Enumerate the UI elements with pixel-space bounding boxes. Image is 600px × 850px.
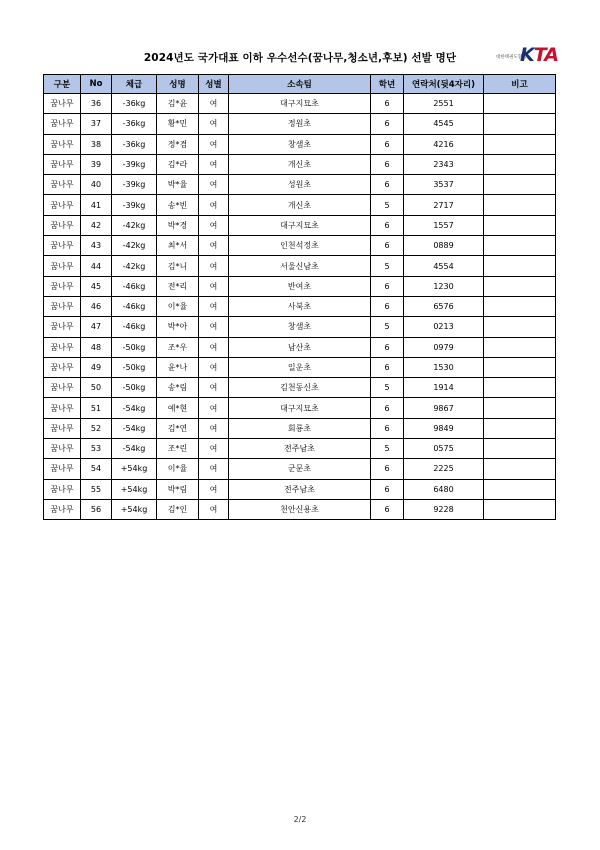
cell-category: 꿈나무: [44, 459, 81, 479]
cell-name: 박*아: [157, 317, 199, 337]
column-header-category: 구분: [44, 75, 81, 94]
cell-remarks: [484, 418, 556, 438]
table-body: [44, 94, 556, 520]
table-row: [44, 236, 556, 256]
cell-name: 최*서: [157, 236, 199, 256]
cell-contact: 4216: [404, 134, 484, 154]
cell-name: 윤*나: [157, 357, 199, 377]
cell-name: 조*우: [157, 337, 199, 357]
cell-no: 37: [81, 114, 112, 134]
cell-gender: 여: [199, 357, 229, 377]
cell-contact: 0575: [404, 439, 484, 459]
cell-grade: 6: [371, 134, 404, 154]
table-row: [44, 215, 556, 235]
cell-remarks: [484, 175, 556, 195]
cell-no: 55: [81, 479, 112, 499]
table-row: [44, 499, 556, 519]
cell-gender: 여: [199, 479, 229, 499]
page-number: 2/2: [293, 815, 307, 824]
cell-gender: 여: [199, 94, 229, 114]
cell-name: 김*윤: [157, 94, 199, 114]
cell-name: 박*경: [157, 215, 199, 235]
table-header: [44, 75, 556, 94]
cell-contact: 1557: [404, 215, 484, 235]
cell-no: 38: [81, 134, 112, 154]
cell-weight-class: -36kg: [112, 114, 157, 134]
table-row: [44, 479, 556, 499]
cell-name: 이*율: [157, 459, 199, 479]
cell-name: 박*율: [157, 175, 199, 195]
cell-name: 김*연: [157, 418, 199, 438]
cell-team: 인천석정초: [229, 236, 371, 256]
table-row: [44, 154, 556, 174]
cell-contact: 2551: [404, 94, 484, 114]
cell-category: 꿈나무: [44, 479, 81, 499]
cell-team: 대구지묘초: [229, 94, 371, 114]
table-row: [44, 256, 556, 276]
cell-grade: 6: [371, 499, 404, 519]
cell-category: 꿈나무: [44, 296, 81, 316]
cell-weight-class: -36kg: [112, 134, 157, 154]
cell-grade: 6: [371, 154, 404, 174]
cell-weight-class: -54kg: [112, 398, 157, 418]
cell-remarks: [484, 236, 556, 256]
logo-mark-k: K: [520, 44, 534, 66]
cell-contact: 0889: [404, 236, 484, 256]
cell-no: 50: [81, 378, 112, 398]
cell-gender: 여: [199, 256, 229, 276]
cell-remarks: [484, 94, 556, 114]
column-header-team: 소속팀: [229, 75, 371, 94]
cell-name: 황*민: [157, 114, 199, 134]
cell-contact: 2717: [404, 195, 484, 215]
table-row: [44, 114, 556, 134]
cell-grade: 5: [371, 256, 404, 276]
cell-weight-class: -39kg: [112, 195, 157, 215]
cell-gender: 여: [199, 378, 229, 398]
cell-team: 창샘초: [229, 134, 371, 154]
cell-remarks: [484, 499, 556, 519]
logo-mark-ta: TA: [533, 44, 558, 66]
cell-grade: 6: [371, 276, 404, 296]
cell-no: 54: [81, 459, 112, 479]
cell-category: 꿈나무: [44, 215, 81, 235]
cell-remarks: [484, 439, 556, 459]
cell-weight-class: -50kg: [112, 357, 157, 377]
cell-name: 박*림: [157, 479, 199, 499]
cell-weight-class: -54kg: [112, 418, 157, 438]
column-header-gender: 성별: [199, 75, 229, 94]
cell-weight-class: -39kg: [112, 154, 157, 174]
cell-gender: 여: [199, 175, 229, 195]
cell-category: 꿈나무: [44, 499, 81, 519]
cell-no: 36: [81, 94, 112, 114]
cell-no: 42: [81, 215, 112, 235]
cell-team: 개신초: [229, 195, 371, 215]
cell-name: 김*인: [157, 499, 199, 519]
cell-category: 꿈나무: [44, 337, 81, 357]
cell-category: 꿈나무: [44, 236, 81, 256]
cell-gender: 여: [199, 215, 229, 235]
cell-category: 꿈나무: [44, 357, 81, 377]
cell-grade: 6: [371, 479, 404, 499]
cell-weight-class: -50kg: [112, 337, 157, 357]
cell-remarks: [484, 256, 556, 276]
cell-contact: 4554: [404, 256, 484, 276]
cell-grade: 5: [371, 378, 404, 398]
cell-gender: 여: [199, 398, 229, 418]
cell-grade: 6: [371, 114, 404, 134]
cell-weight-class: +54kg: [112, 499, 157, 519]
cell-category: 꿈나무: [44, 134, 81, 154]
cell-grade: 6: [371, 418, 404, 438]
cell-name: 이*율: [157, 296, 199, 316]
cell-contact: 2343: [404, 154, 484, 174]
cell-category: 꿈나무: [44, 276, 81, 296]
cell-name: 전*리: [157, 276, 199, 296]
cell-name: 예*현: [157, 398, 199, 418]
cell-category: 꿈나무: [44, 317, 81, 337]
table-row: [44, 459, 556, 479]
cell-weight-class: -36kg: [112, 94, 157, 114]
table-row: [44, 134, 556, 154]
cell-remarks: [484, 154, 556, 174]
cell-weight-class: -46kg: [112, 317, 157, 337]
table-row: [44, 357, 556, 377]
table-row: [44, 296, 556, 316]
cell-team: 일운초: [229, 357, 371, 377]
cell-contact: 1530: [404, 357, 484, 377]
cell-no: 47: [81, 317, 112, 337]
cell-contact: 1230: [404, 276, 484, 296]
cell-no: 44: [81, 256, 112, 276]
cell-remarks: [484, 296, 556, 316]
cell-category: 꿈나무: [44, 114, 81, 134]
cell-category: 꿈나무: [44, 439, 81, 459]
cell-contact: 2225: [404, 459, 484, 479]
cell-gender: 여: [199, 236, 229, 256]
cell-team: 김천동신초: [229, 378, 371, 398]
cell-remarks: [484, 276, 556, 296]
cell-contact: 9228: [404, 499, 484, 519]
cell-no: 45: [81, 276, 112, 296]
table-row: [44, 317, 556, 337]
document-title: 2024년도 국가대표 이하 우수선수(꿈나무,청소년,후보) 선발 명단: [143, 52, 457, 64]
cell-weight-class: -50kg: [112, 378, 157, 398]
cell-gender: 여: [199, 154, 229, 174]
table-row: [44, 398, 556, 418]
cell-gender: 여: [199, 459, 229, 479]
cell-gender: 여: [199, 296, 229, 316]
cell-team: 개신초: [229, 154, 371, 174]
cell-category: 꿈나무: [44, 256, 81, 276]
cell-name: 정*겸: [157, 134, 199, 154]
cell-weight-class: -54kg: [112, 439, 157, 459]
cell-category: 꿈나무: [44, 175, 81, 195]
cell-category: 꿈나무: [44, 154, 81, 174]
cell-no: 51: [81, 398, 112, 418]
cell-no: 53: [81, 439, 112, 459]
cell-remarks: [484, 114, 556, 134]
cell-grade: 6: [371, 398, 404, 418]
cell-weight-class: -46kg: [112, 276, 157, 296]
cell-weight-class: +54kg: [112, 459, 157, 479]
cell-grade: 5: [371, 439, 404, 459]
cell-gender: 여: [199, 134, 229, 154]
cell-team: 전주남초: [229, 439, 371, 459]
cell-contact: 0213: [404, 317, 484, 337]
cell-remarks: [484, 317, 556, 337]
cell-weight-class: -39kg: [112, 175, 157, 195]
cell-remarks: [484, 215, 556, 235]
cell-remarks: [484, 398, 556, 418]
cell-team: 사북초: [229, 296, 371, 316]
cell-no: 49: [81, 357, 112, 377]
column-header-name: 성명: [157, 75, 199, 94]
cell-grade: 6: [371, 459, 404, 479]
cell-contact: 9867: [404, 398, 484, 418]
cell-gender: 여: [199, 499, 229, 519]
cell-grade: 6: [371, 236, 404, 256]
table-row: [44, 378, 556, 398]
cell-contact: 6576: [404, 296, 484, 316]
cell-grade: 6: [371, 337, 404, 357]
cell-gender: 여: [199, 276, 229, 296]
cell-category: 꿈나무: [44, 195, 81, 215]
cell-gender: 여: [199, 439, 229, 459]
column-header-weight-class: 체급: [112, 75, 157, 94]
cell-contact: 0979: [404, 337, 484, 357]
roster-table: [43, 74, 556, 520]
cell-team: 회룡초: [229, 418, 371, 438]
cell-team: 서울신남초: [229, 256, 371, 276]
cell-gender: 여: [199, 337, 229, 357]
cell-contact: 9849: [404, 418, 484, 438]
column-header-no: No: [81, 75, 112, 94]
cell-grade: 5: [371, 317, 404, 337]
cell-no: 43: [81, 236, 112, 256]
cell-remarks: [484, 357, 556, 377]
cell-grade: 6: [371, 175, 404, 195]
cell-remarks: [484, 459, 556, 479]
table-row: [44, 195, 556, 215]
cell-category: 꿈나무: [44, 418, 81, 438]
cell-no: 48: [81, 337, 112, 357]
table-row: [44, 276, 556, 296]
column-header-remarks: 비고: [484, 75, 556, 94]
cell-name: 김*니: [157, 256, 199, 276]
cell-weight-class: -42kg: [112, 215, 157, 235]
cell-team: 반여초: [229, 276, 371, 296]
cell-team: 대구지묘초: [229, 215, 371, 235]
table-row: [44, 418, 556, 438]
cell-contact: 3537: [404, 175, 484, 195]
logo-org-name: 대한태권도협회: [496, 55, 527, 60]
cell-category: 꿈나무: [44, 398, 81, 418]
cell-name: 김*라: [157, 154, 199, 174]
cell-team: 천안신용초: [229, 499, 371, 519]
cell-contact: 1914: [404, 378, 484, 398]
cell-no: 46: [81, 296, 112, 316]
cell-grade: 6: [371, 215, 404, 235]
cell-no: 39: [81, 154, 112, 174]
cell-category: 꿈나무: [44, 94, 81, 114]
cell-team: 정원초: [229, 114, 371, 134]
cell-gender: 여: [199, 317, 229, 337]
cell-contact: 4545: [404, 114, 484, 134]
cell-gender: 여: [199, 195, 229, 215]
column-header-grade: 학년: [371, 75, 404, 94]
cell-remarks: [484, 479, 556, 499]
cell-grade: 5: [371, 195, 404, 215]
logo-mark: [520, 44, 558, 66]
cell-grade: 6: [371, 296, 404, 316]
cell-remarks: [484, 378, 556, 398]
cell-gender: 여: [199, 418, 229, 438]
table-row: [44, 94, 556, 114]
cell-name: 송*림: [157, 378, 199, 398]
cell-remarks: [484, 134, 556, 154]
cell-team: 전주남초: [229, 479, 371, 499]
table-row: [44, 337, 556, 357]
table-row: [44, 175, 556, 195]
cell-gender: 여: [199, 114, 229, 134]
cell-team: 창샘초: [229, 317, 371, 337]
cell-team: 대구지묘초: [229, 398, 371, 418]
table-row: [44, 439, 556, 459]
cell-no: 40: [81, 175, 112, 195]
table-header-row: [44, 75, 556, 94]
cell-no: 52: [81, 418, 112, 438]
cell-weight-class: -42kg: [112, 256, 157, 276]
cell-weight-class: -46kg: [112, 296, 157, 316]
cell-category: 꿈나무: [44, 378, 81, 398]
cell-remarks: [484, 337, 556, 357]
cell-team: 군문초: [229, 459, 371, 479]
cell-grade: 6: [371, 94, 404, 114]
cell-name: 송*빈: [157, 195, 199, 215]
cell-remarks: [484, 195, 556, 215]
column-header-contact: 연락처(뒷4자리): [404, 75, 484, 94]
cell-grade: 6: [371, 357, 404, 377]
kta-logo: [496, 44, 558, 70]
cell-contact: 6480: [404, 479, 484, 499]
cell-name: 조*린: [157, 439, 199, 459]
cell-team: 성원초: [229, 175, 371, 195]
cell-team: 남산초: [229, 337, 371, 357]
cell-no: 56: [81, 499, 112, 519]
cell-no: 41: [81, 195, 112, 215]
cell-weight-class: -42kg: [112, 236, 157, 256]
cell-weight-class: +54kg: [112, 479, 157, 499]
